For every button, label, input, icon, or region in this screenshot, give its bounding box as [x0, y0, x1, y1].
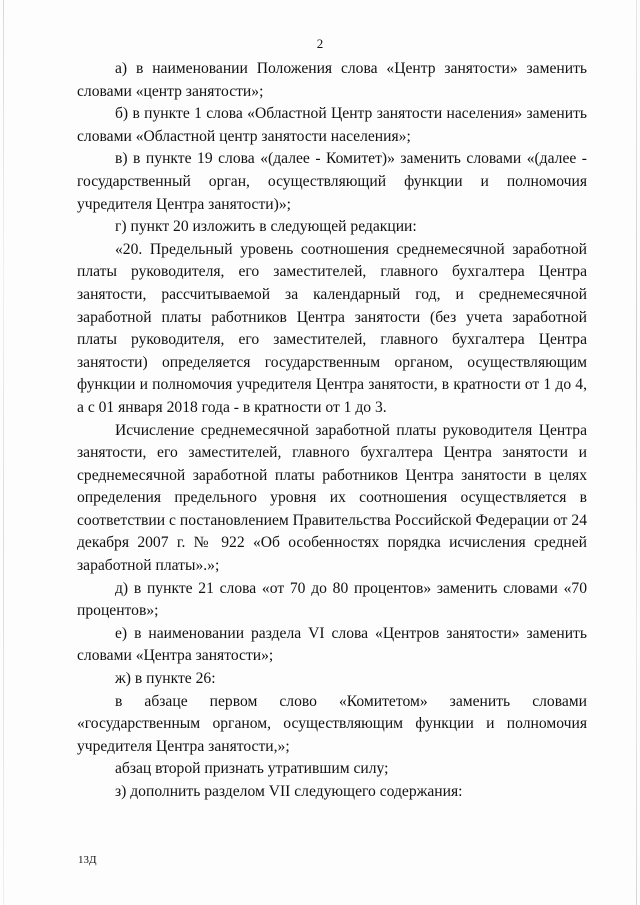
paragraph-zh-first: в абзаце первом слово «Комитетом» заменить словами «государственным органом, осуществляющим функции и полномочия учредителя Центра занятости,»;: [77, 692, 587, 755]
paragraph-g: г) пункт 20 изложить в следующей редакции:: [115, 218, 417, 236]
paragraph-zh-second: абзац второй признать утратившим силу;: [115, 760, 389, 778]
paragraph-v: в) в пункте 19 слова «(далее - Комитет)» заменить словами «(далее - государственный орган, осуществляющий функции и полномочия учредителя Центра занятости)»;: [77, 150, 587, 213]
document-body: [77, 58, 587, 804]
paragraph-b: б) в пункте 1 слова «Областной Центр занятости населения» заменить словами «Областной центр занятости населения»;: [77, 105, 587, 145]
paragraph-e: е) в наименовании раздела VI слова «Центров занятости» заменить словами «Центра занятости»;: [77, 624, 587, 665]
paragraph-calculation: Исчисление среднемесячной заработной платы руководителя Центра занятости, его заместителей, главного бухгалтера Центра занятости и среднемесячной заработной платы работников Центра занятости в целях определения предельного уровня их соотношения осуществляется в соответствии с постановлением Правительства Российской Федерации от 24 декабря 2007 г. № 922 «Об особенностях порядка исчисления средней заработной платы».»;: [77, 421, 587, 575]
scan-edge-left: [3, 0, 4, 905]
paragraph-a: а) в наименовании Положения слова «Центр занятости» заменить словами «центр занятости»;: [77, 60, 587, 100]
paragraph-d: д) в пункте 21 слова «от 70 до 80 процентов» заменить словами «70 процентов»;: [77, 579, 587, 620]
page-number: 2: [316, 36, 324, 51]
paragraph-z: з) дополнить разделом VII следующего содержания:: [115, 783, 463, 800]
scan-edge-right: [636, 0, 637, 905]
paragraph-zh: ж) в пункте 26:: [115, 670, 216, 688]
paragraph-item-20: «20. Предельный уровень соотношения среднемесячной заработной платы руководителя, его заместителей, главного бухгалтера Центра занятости, рассчитываемой за календарный год, и среднемесячной заработной платы работников Центра занятости (без учета заработной платы руководителя, его заместителей, главного бухгалтера Центра занятости) определяется государственным органом, осуществляющим функции и полномочия учредителя Центра занятости, в кратности от 1 до 4, а с 01 января 2018 года - в кратности от 1 до 3.: [77, 240, 587, 416]
footer-code: 13Д: [78, 854, 97, 866]
